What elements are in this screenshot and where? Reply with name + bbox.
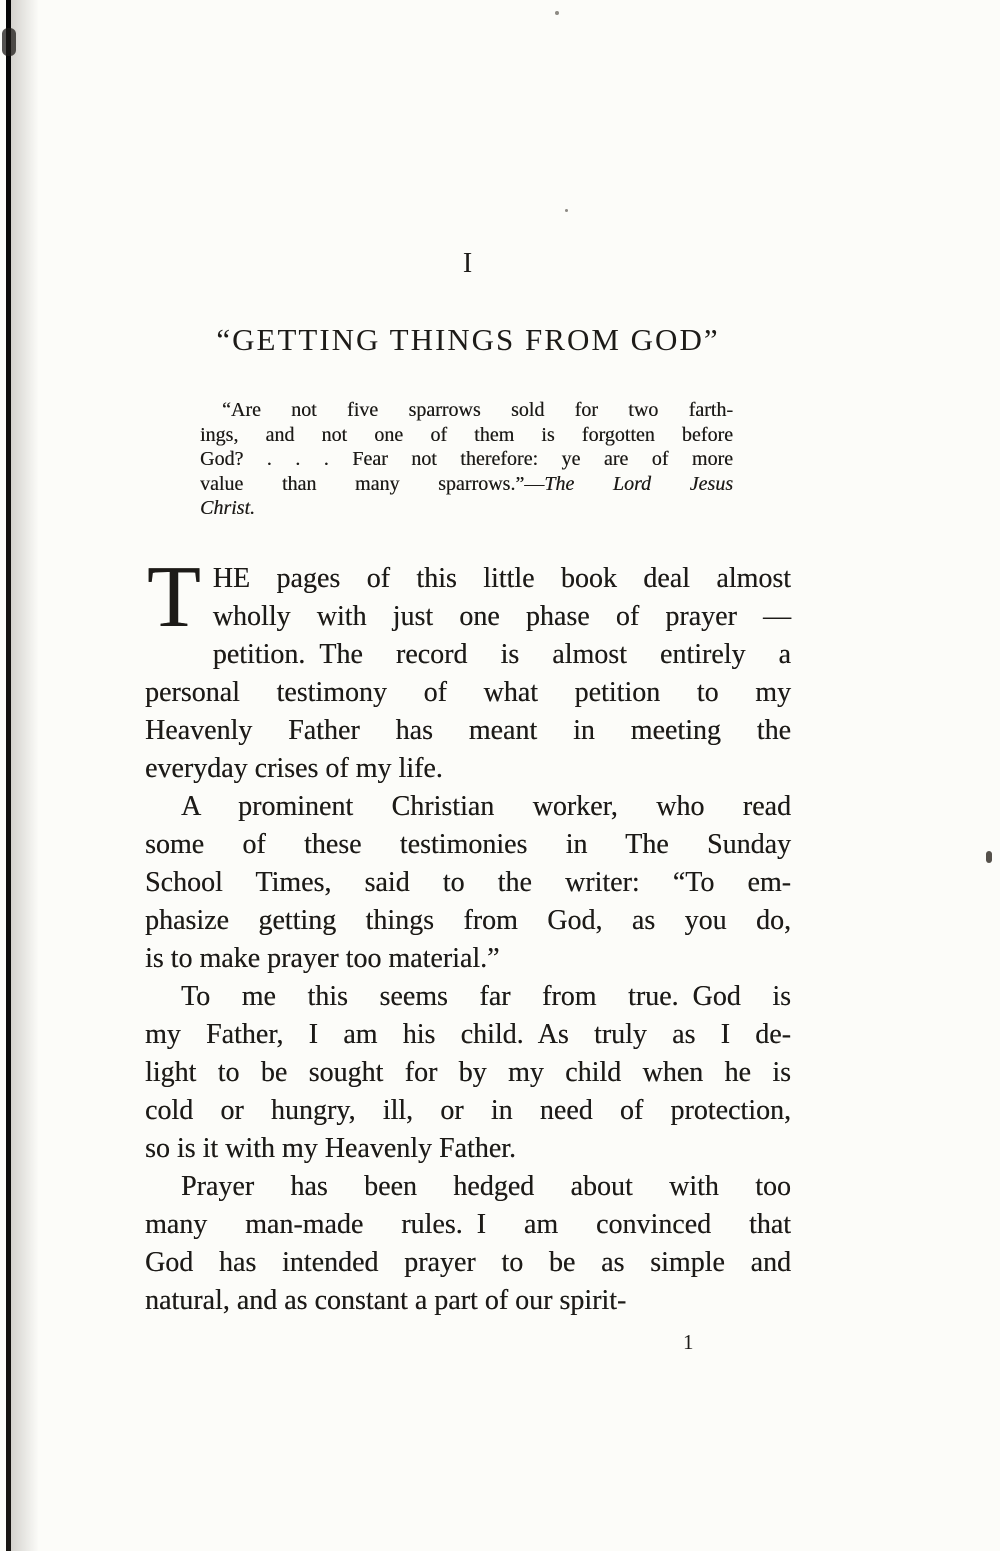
text-line: my Father, I am his child. As truly as I de- xyxy=(145,1019,791,1050)
page-title: “GETTING THINGS FROM GOD” xyxy=(216,322,720,357)
drop-cap: T xyxy=(147,549,201,646)
text-line: light to be sought for by my child when he is xyxy=(145,1057,791,1088)
paragraph xyxy=(145,978,791,1168)
epigraph-text: ings, and not one of them is forgotten before xyxy=(200,423,733,446)
text-line: School Times, said to the writer: “To em- xyxy=(145,867,791,898)
body-text xyxy=(145,549,791,1320)
epigraph-attribution: Christ. xyxy=(200,497,256,520)
epigraph-text: “Are not five sparrows sold for two farth- xyxy=(222,399,733,421)
text-line: wholly with just one phase of prayer — xyxy=(212,601,791,632)
epigraph-line xyxy=(200,398,733,423)
scan-speck xyxy=(555,11,559,15)
text-line: cold or hungry, ill, or in need of protection, xyxy=(145,1095,791,1126)
text-line: natural, and as constant a part of our spirit- xyxy=(145,1285,627,1316)
text-line: To me this seems far from true. God is xyxy=(181,981,791,1012)
epigraph-attribution: The Lord Jesus xyxy=(544,472,734,495)
scan-edge-mark xyxy=(986,851,992,863)
text-line: so is it with my Heavenly Father. xyxy=(145,1133,516,1164)
text-line: personal testimony of what petition to my xyxy=(145,677,791,708)
scan-speck xyxy=(565,209,568,212)
epigraph-text: God? . . . Fear not therefore: ye are of more xyxy=(200,448,733,471)
paragraph xyxy=(145,549,791,788)
epigraph-line xyxy=(200,447,733,472)
chapter-number: I xyxy=(462,248,474,279)
text-line: everyday crises of my life. xyxy=(145,753,443,784)
epigraph xyxy=(200,398,733,521)
text-line: HE pages of this little book deal almost xyxy=(212,563,791,594)
page-number: 1 xyxy=(683,1330,695,1354)
text-line: some of these testimonies in The Sunday xyxy=(145,829,791,860)
epigraph-text: value than many sparrows.”— xyxy=(200,472,545,495)
paragraph xyxy=(145,1168,791,1320)
epigraph-line xyxy=(200,472,733,497)
paragraph xyxy=(145,788,791,978)
text-line: many man-made rules. I am convinced that xyxy=(145,1209,791,1240)
epigraph-line xyxy=(200,423,733,448)
epigraph-line xyxy=(200,496,733,521)
text-line: petition. The record is almost entirely a xyxy=(212,639,791,670)
text-line: God has intended prayer to be as simple and xyxy=(145,1247,791,1278)
text-line: A prominent Christian worker, who read xyxy=(181,791,791,822)
text-line: phasize getting things from God, as you do, xyxy=(145,905,791,936)
text-line: Prayer has been hedged about with too xyxy=(181,1171,791,1202)
text-line: Heavenly Father has meant in meeting the xyxy=(145,715,791,746)
text-line: is to make prayer too material.” xyxy=(145,943,500,974)
binding-shadow xyxy=(11,0,39,1551)
binding-blotch xyxy=(2,28,16,56)
